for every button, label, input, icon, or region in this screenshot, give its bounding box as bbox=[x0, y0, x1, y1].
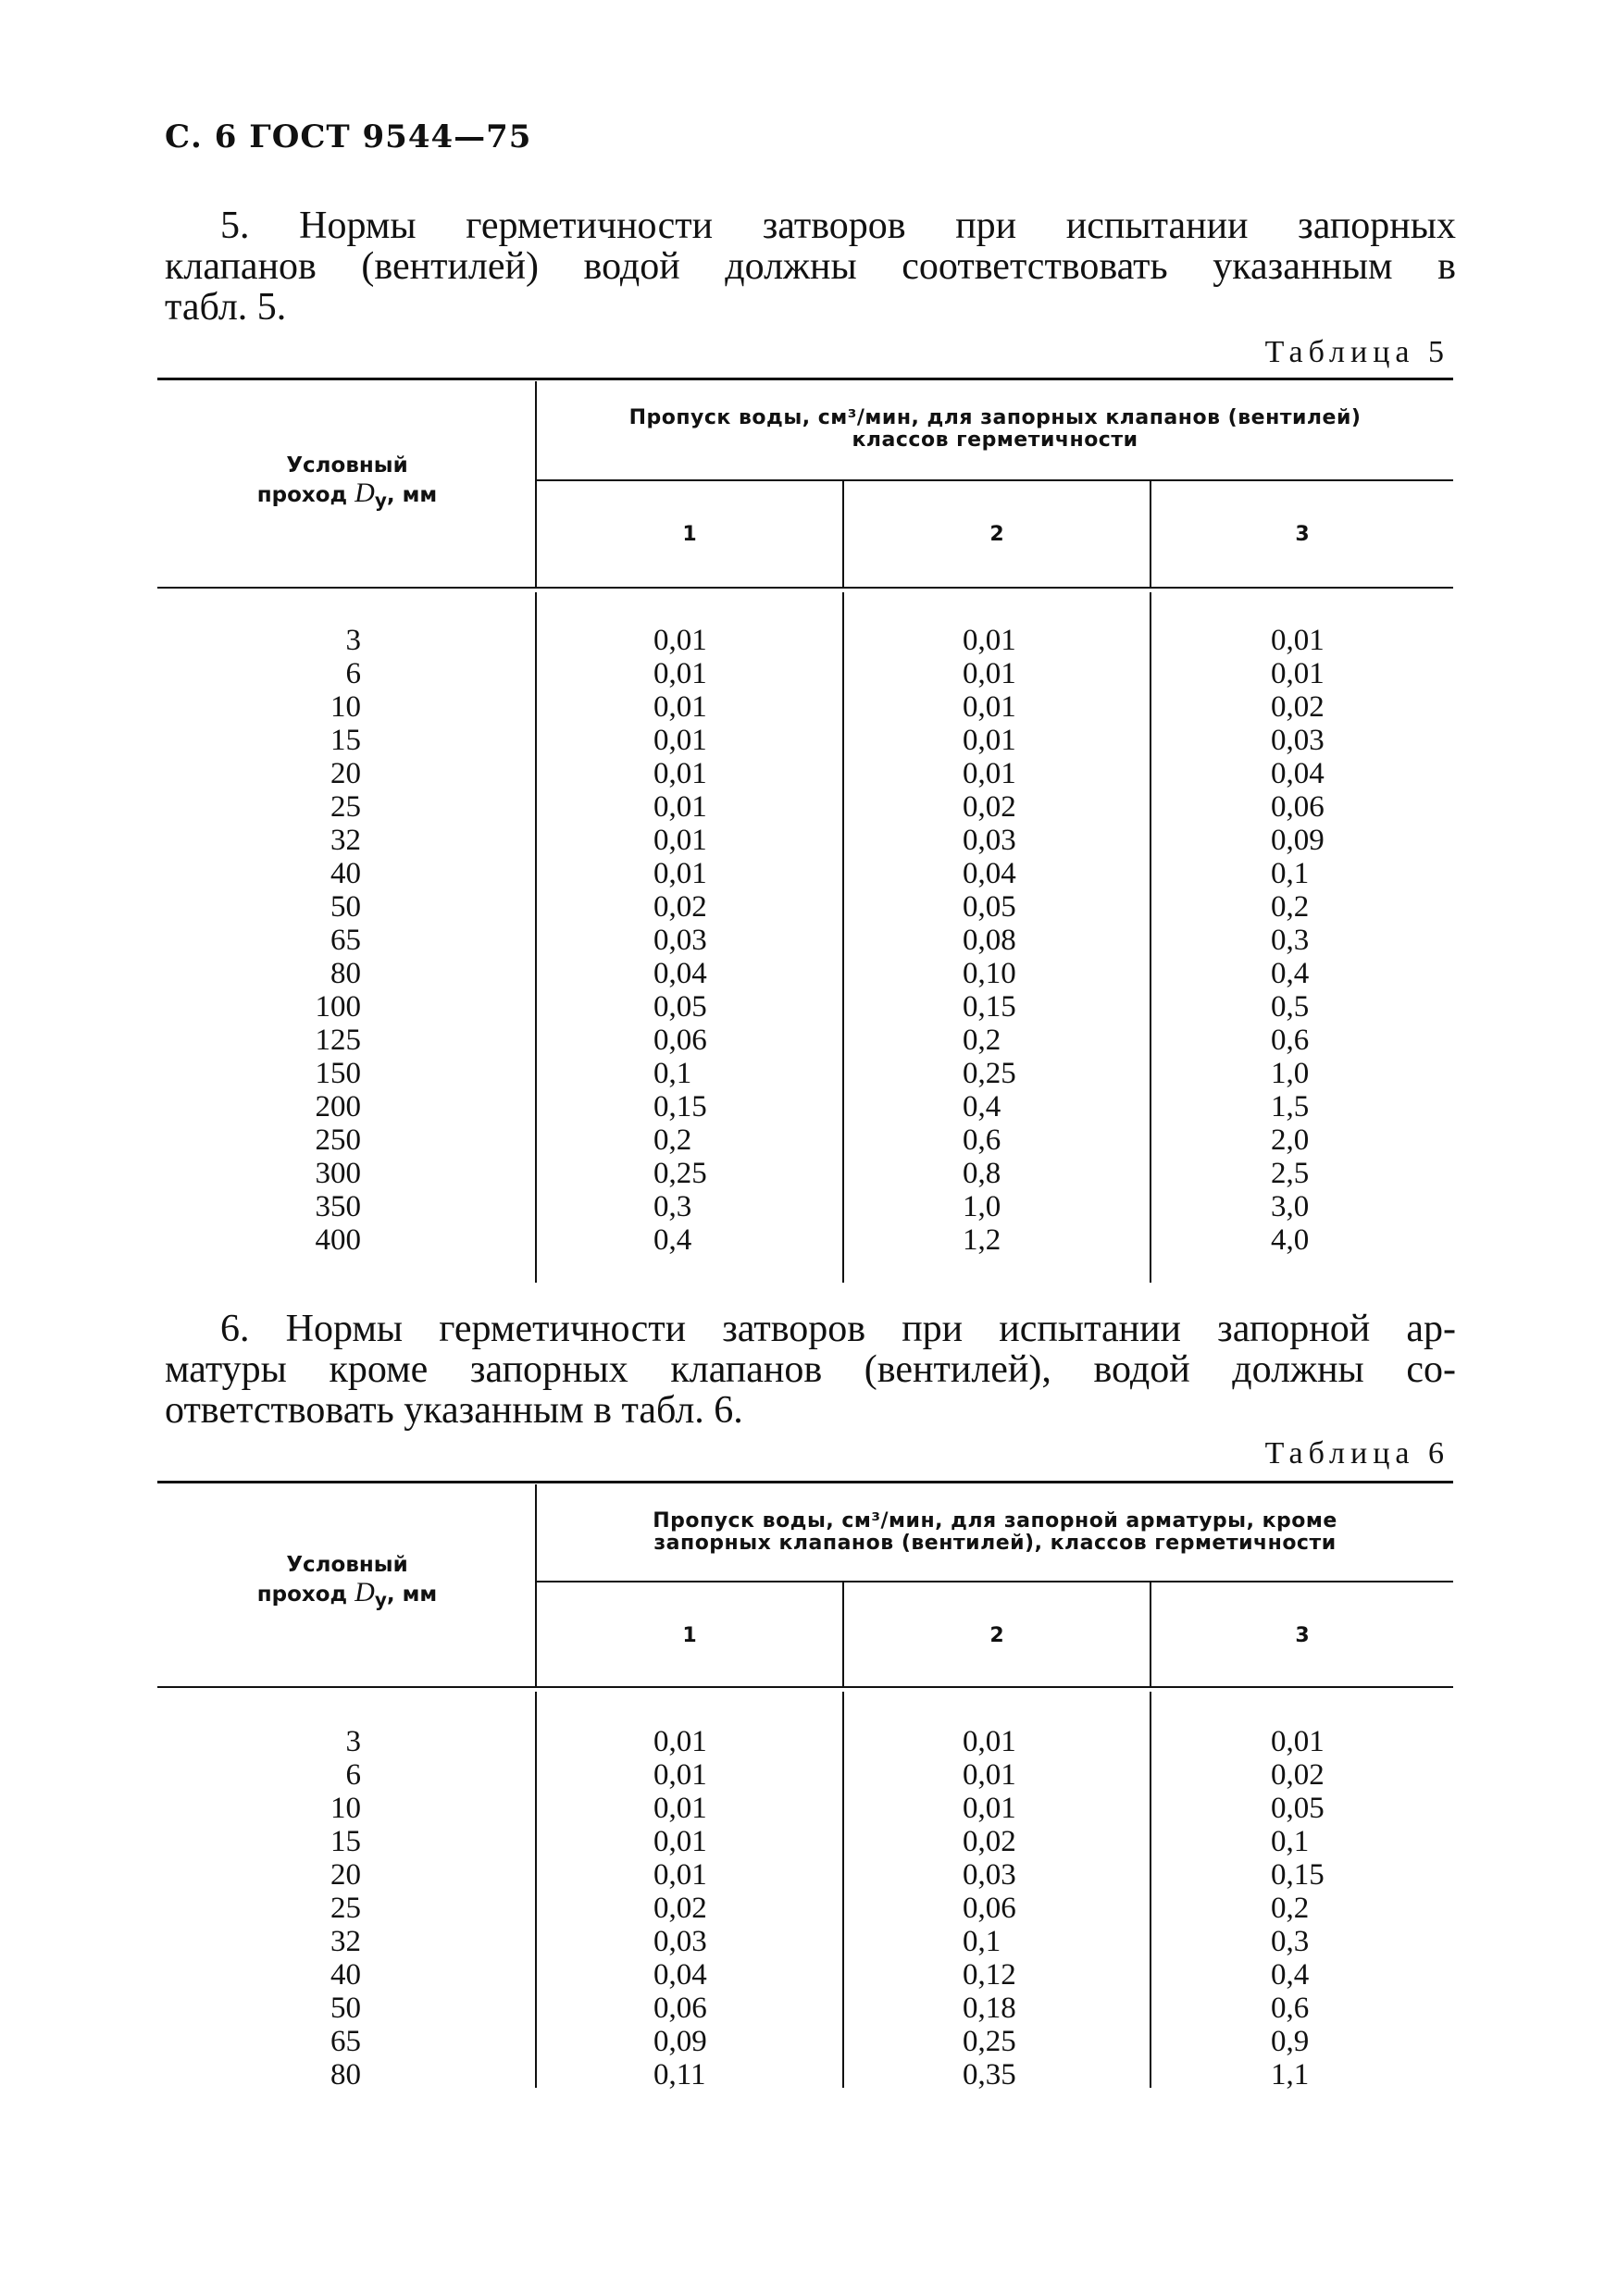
page-header: С. 6 ГОСТ 9544—75 bbox=[165, 118, 532, 155]
table-5-class-2-cell: 1,0 bbox=[963, 1190, 1001, 1223]
table-6-class-2-cell: 0,12 bbox=[963, 1958, 1016, 1992]
table-6-class-3-cell: 0,05 bbox=[1271, 1792, 1325, 1825]
paragraph-6-line-3: ответствовать указанным в табл. 6. bbox=[165, 1389, 743, 1432]
table-5-diameter-cell: 6 bbox=[345, 657, 361, 690]
table-5-header-diameter-symbol: D bbox=[354, 478, 375, 508]
table-5-diameter-cell: 300 bbox=[315, 1157, 361, 1190]
table-6-class-3-label: 3 bbox=[1295, 1624, 1310, 1647]
table-5-class-3-cell: 2,0 bbox=[1271, 1123, 1310, 1157]
table-6-group-header-line1: Пропуск воды, см³/мин, для запорной арматуры, кроме bbox=[653, 1509, 1337, 1533]
table-5-class-2-cell: 0,03 bbox=[963, 824, 1016, 857]
table-5-class-3-cell: 0,02 bbox=[1271, 690, 1325, 724]
table-6-class-3-cell: 0,1 bbox=[1271, 1825, 1310, 1858]
table-5-class-2-cell: 1,2 bbox=[963, 1223, 1001, 1257]
table-5-class-1-cell: 0,25 bbox=[653, 1157, 707, 1190]
table-5-class-3-label: 3 bbox=[1295, 523, 1310, 546]
table-5-class-2-label: 2 bbox=[989, 523, 1004, 546]
paragraph-6-line-2: матуры кроме запорных клапанов (вентилей), водой должны со- bbox=[165, 1348, 1456, 1391]
table-5-col-class-3 bbox=[1271, 624, 1382, 1257]
table-5-class-3-cell: 0,1 bbox=[1271, 857, 1310, 890]
table-6-body-vline-1 bbox=[535, 1692, 537, 2088]
table-5-col-class-1 bbox=[653, 624, 765, 1257]
table-6-class-2-cell: 0,02 bbox=[963, 1825, 1016, 1858]
table-5-class-2-cell: 0,08 bbox=[963, 924, 1016, 957]
table-6-diameter-cell: 20 bbox=[330, 1858, 361, 1892]
paragraph-5-line-2: клапанов (вентилей) водой должны соответствовать указанным в bbox=[165, 245, 1456, 288]
table-6-class-2-cell: 0,01 bbox=[963, 1725, 1016, 1758]
table-6-class-1-label: 1 bbox=[682, 1624, 697, 1647]
table-6-class-3-cell: 0,4 bbox=[1271, 1958, 1310, 1992]
table-6-class-1-cell: 0,01 bbox=[653, 1792, 707, 1825]
table-6-class-2-cell: 0,1 bbox=[963, 1925, 1001, 1958]
table-5-class-3-cell: 4,0 bbox=[1271, 1223, 1310, 1257]
table-5-class-1-cell: 0,01 bbox=[653, 857, 707, 890]
table-5-class-2-cell: 0,01 bbox=[963, 657, 1016, 690]
table-5-header-diameter-word: проход bbox=[256, 483, 348, 507]
table-5-class-1-cell: 0,04 bbox=[653, 957, 707, 990]
table-5-header-bottom-rule bbox=[157, 587, 1453, 589]
table-5-diameter-cell: 10 bbox=[330, 690, 361, 724]
table-5-class-1-cell: 0,15 bbox=[653, 1090, 707, 1123]
table-5-class-2-cell: 0,01 bbox=[963, 757, 1016, 790]
table-6-group-header-line2: запорных клапанов (вентилей), классов герметичности bbox=[653, 1532, 1337, 1555]
table-6-diameter-cell: 25 bbox=[330, 1892, 361, 1925]
table-5-diameter-cell: 40 bbox=[330, 857, 361, 890]
table-5-class-2-cell: 0,10 bbox=[963, 957, 1016, 990]
table-6-class-3-cell: 0,2 bbox=[1271, 1892, 1310, 1925]
table-5-class-1-cell: 0,05 bbox=[653, 990, 707, 1024]
table-5-class-1-cell: 0,01 bbox=[653, 824, 707, 857]
table-6-label: Таблица 6 bbox=[1264, 1436, 1449, 1471]
table-6-class-3-cell: 0,15 bbox=[1271, 1858, 1325, 1892]
table-6-col-class-2 bbox=[963, 1725, 1074, 2091]
table-6-header-diameter-line2 bbox=[167, 1579, 528, 1614]
table-5-class-2-cell: 0,2 bbox=[963, 1024, 1001, 1057]
table-5-class-3-cell: 0,09 bbox=[1271, 824, 1325, 857]
table-6-diameter-cell: 15 bbox=[330, 1825, 361, 1858]
table-6-vline-1 bbox=[535, 1484, 537, 1686]
table-5-class-3-cell: 0,3 bbox=[1271, 924, 1310, 957]
table-6-class-1-cell: 0,02 bbox=[653, 1892, 707, 1925]
table-5-class-3-cell: 0,06 bbox=[1271, 790, 1325, 824]
table-5-class-1-cell: 0,3 bbox=[653, 1190, 692, 1223]
table-6-class-1-cell: 0,06 bbox=[653, 1992, 707, 2025]
table-6-header-diameter-line1: Условный bbox=[286, 1553, 408, 1577]
table-5-subheader-rule bbox=[537, 479, 1453, 481]
table-6-class-2-cell: 0,01 bbox=[963, 1792, 1016, 1825]
table-6-class-1-cell: 0,01 bbox=[653, 1725, 707, 1758]
table-6-subheader-rule bbox=[537, 1581, 1453, 1582]
table-5-class-3-cell: 1,0 bbox=[1271, 1057, 1310, 1090]
table-6-diameter-cell: 80 bbox=[330, 2058, 361, 2091]
table-5-class-2-cell: 0,8 bbox=[963, 1157, 1001, 1190]
table-5-top-rule bbox=[157, 378, 1453, 380]
table-6-class-2-cell: 0,18 bbox=[963, 1992, 1016, 2025]
table-5-class-3-cell: 0,04 bbox=[1271, 757, 1325, 790]
table-6-diameter-cell: 6 bbox=[345, 1758, 361, 1792]
table-5-class-1-cell: 0,2 bbox=[653, 1123, 692, 1157]
table-5-class-3-cell: 1,5 bbox=[1271, 1090, 1310, 1123]
table-6-header-diameter-unit: , мм bbox=[386, 1582, 438, 1607]
table-6-diameter-cell: 32 bbox=[330, 1925, 361, 1958]
table-6-col-diameter bbox=[278, 1725, 361, 2091]
table-5-class-2-cell: 0,01 bbox=[963, 624, 1016, 657]
table-5-class-1-cell: 0,01 bbox=[653, 790, 707, 824]
table-6-diameter-cell: 10 bbox=[330, 1792, 361, 1825]
table-5-header-diameter-line1: Условный bbox=[286, 453, 408, 478]
table-6-class-1-cell: 0,04 bbox=[653, 1958, 707, 1992]
table-5-diameter-cell: 350 bbox=[315, 1190, 361, 1223]
table-6-top-rule bbox=[157, 1481, 1453, 1483]
table-5-diameter-cell: 400 bbox=[315, 1223, 361, 1257]
table-5-class-1-cell: 0,01 bbox=[653, 724, 707, 757]
table-5-col-class-2 bbox=[963, 624, 1074, 1257]
table-5-header-diameter bbox=[167, 452, 528, 515]
table-6-class-1-cell: 0,01 bbox=[653, 1825, 707, 1858]
table-5-class-2-cell: 0,04 bbox=[963, 857, 1016, 890]
table-5-body-vline-3 bbox=[1150, 592, 1151, 1283]
table-6-class-2-cell: 0,01 bbox=[963, 1758, 1016, 1792]
table-6-class-2-cell: 0,35 bbox=[963, 2058, 1016, 2091]
table-6-col-class-3 bbox=[1271, 1725, 1382, 2091]
table-5-diameter-cell: 150 bbox=[315, 1057, 361, 1090]
table-5-class-1-cell: 0,01 bbox=[653, 690, 707, 724]
table-5-class-2-cell: 0,01 bbox=[963, 724, 1016, 757]
table-5-class-1-cell: 0,01 bbox=[653, 757, 707, 790]
table-5-class-3-cell: 3,0 bbox=[1271, 1190, 1310, 1223]
table-5-diameter-cell: 20 bbox=[330, 757, 361, 790]
table-5-class-1-cell: 0,4 bbox=[653, 1223, 692, 1257]
table-5-class-3-cell: 0,6 bbox=[1271, 1024, 1310, 1057]
table-5-class-1-cell: 0,03 bbox=[653, 924, 707, 957]
paragraph-6 bbox=[165, 1309, 1456, 1431]
table-5-vline-1 bbox=[535, 381, 537, 587]
table-5-class-3-cell: 0,5 bbox=[1271, 990, 1310, 1024]
table-5-class-2-cell: 0,6 bbox=[963, 1123, 1001, 1157]
table-6-class-1-cell: 0,01 bbox=[653, 1858, 707, 1892]
table-6-header-bottom-rule bbox=[157, 1686, 1453, 1688]
table-6-diameter-cell: 50 bbox=[330, 1992, 361, 2025]
paragraph-5 bbox=[165, 205, 1456, 328]
table-6-diameter-cell: 65 bbox=[330, 2025, 361, 2058]
table-6-class-3-cell: 0,01 bbox=[1271, 1725, 1325, 1758]
table-6-group-header bbox=[546, 1510, 1444, 1555]
table-5-diameter-cell: 15 bbox=[330, 724, 361, 757]
table-5-class-2-cell: 0,05 bbox=[963, 890, 1016, 924]
table-6-class-3-cell: 0,02 bbox=[1271, 1758, 1325, 1792]
table-5-diameter-cell: 3 bbox=[345, 624, 361, 657]
table-6-class-3-cell: 0,3 bbox=[1271, 1925, 1310, 1958]
table-5-class-2-cell: 0,25 bbox=[963, 1057, 1016, 1090]
table-5-class-1-cell: 0,06 bbox=[653, 1024, 707, 1057]
table-5-class-1-cell: 0,01 bbox=[653, 657, 707, 690]
table-6-class-3-cell: 1,1 bbox=[1271, 2058, 1310, 2091]
table-5-diameter-cell: 100 bbox=[315, 990, 361, 1024]
table-5-diameter-cell: 250 bbox=[315, 1123, 361, 1157]
table-6-class-2-cell: 0,06 bbox=[963, 1892, 1016, 1925]
table-5-diameter-cell: 25 bbox=[330, 790, 361, 824]
table-6-class-3-cell: 0,9 bbox=[1271, 2025, 1310, 2058]
table-5-group-header-line1: Пропуск воды, см³/мин, для запорных клапанов (вентилей) bbox=[628, 406, 1362, 429]
table-5-class-1-cell: 0,02 bbox=[653, 890, 707, 924]
table-5-body-vline-2 bbox=[842, 592, 844, 1283]
table-6-class-1-cell: 0,09 bbox=[653, 2025, 707, 2058]
table-5-diameter-cell: 50 bbox=[330, 890, 361, 924]
table-5-class-3-cell: 0,2 bbox=[1271, 890, 1310, 924]
table-5-class-1-cell: 0,01 bbox=[653, 624, 707, 657]
table-5-diameter-cell: 65 bbox=[330, 924, 361, 957]
table-5-header-diameter-line2 bbox=[167, 479, 528, 515]
table-5-class-2-cell: 0,01 bbox=[963, 690, 1016, 724]
table-6-col-class-1 bbox=[653, 1725, 765, 2091]
table-5-class-3-cell: 0,03 bbox=[1271, 724, 1325, 757]
table-5-class-2-cell: 0,02 bbox=[963, 790, 1016, 824]
table-5-class-3-cell: 0,01 bbox=[1271, 624, 1325, 657]
table-5-col-diameter bbox=[278, 624, 361, 1257]
table-6-header-diameter bbox=[167, 1551, 528, 1614]
table-6-diameter-cell: 3 bbox=[345, 1725, 361, 1758]
table-6-diameter-cell: 40 bbox=[330, 1958, 361, 1992]
paragraph-5-line-1: 5. Нормы герметичности затворов при испытании запорных bbox=[220, 205, 1456, 247]
table-5-body-vline-1 bbox=[535, 592, 537, 1283]
paragraph-6-line-1: 6. Нормы герметичности затворов при испытании запорной ар- bbox=[220, 1308, 1456, 1350]
table-6-header-diameter-symbol: D bbox=[354, 1577, 375, 1607]
table-5-group-header-line2: классов герметичности bbox=[852, 428, 1138, 452]
table-5-class-3-cell: 0,01 bbox=[1271, 657, 1325, 690]
table-6-class-1-cell: 0,11 bbox=[653, 2058, 706, 2091]
table-6-body-vline-3 bbox=[1150, 1692, 1151, 2088]
table-6-class-3-cell: 0,6 bbox=[1271, 1992, 1310, 2025]
table-5-class-1-label: 1 bbox=[682, 523, 697, 546]
table-5-diameter-cell: 80 bbox=[330, 957, 361, 990]
table-6-class-1-cell: 0,03 bbox=[653, 1925, 707, 1958]
table-6-class-2-label: 2 bbox=[989, 1624, 1004, 1647]
table-5-header-diameter-sub: у bbox=[374, 489, 387, 512]
table-5-header-diameter-unit: , мм bbox=[386, 483, 438, 507]
table-5-class-2-cell: 0,4 bbox=[963, 1090, 1001, 1123]
table-5-label: Таблица 5 bbox=[1264, 335, 1449, 369]
table-6-header-diameter-sub: у bbox=[374, 1588, 387, 1611]
table-5-class-1-cell: 0,1 bbox=[653, 1057, 692, 1090]
table-5-diameter-cell: 32 bbox=[330, 824, 361, 857]
paragraph-5-line-3: табл. 5. bbox=[165, 286, 287, 329]
table-5-class-3-cell: 0,4 bbox=[1271, 957, 1310, 990]
table-6-body-vline-2 bbox=[842, 1692, 844, 2088]
table-5-group-header bbox=[546, 407, 1444, 452]
table-6-class-2-cell: 0,03 bbox=[963, 1858, 1016, 1892]
table-5-class-2-cell: 0,15 bbox=[963, 990, 1016, 1024]
table-5-diameter-cell: 125 bbox=[315, 1024, 361, 1057]
table-6-class-2-cell: 0,25 bbox=[963, 2025, 1016, 2058]
table-5-class-3-cell: 2,5 bbox=[1271, 1157, 1310, 1190]
table-6-class-1-cell: 0,01 bbox=[653, 1758, 707, 1792]
table-5-diameter-cell: 200 bbox=[315, 1090, 361, 1123]
table-6-header-diameter-word: проход bbox=[256, 1582, 348, 1607]
